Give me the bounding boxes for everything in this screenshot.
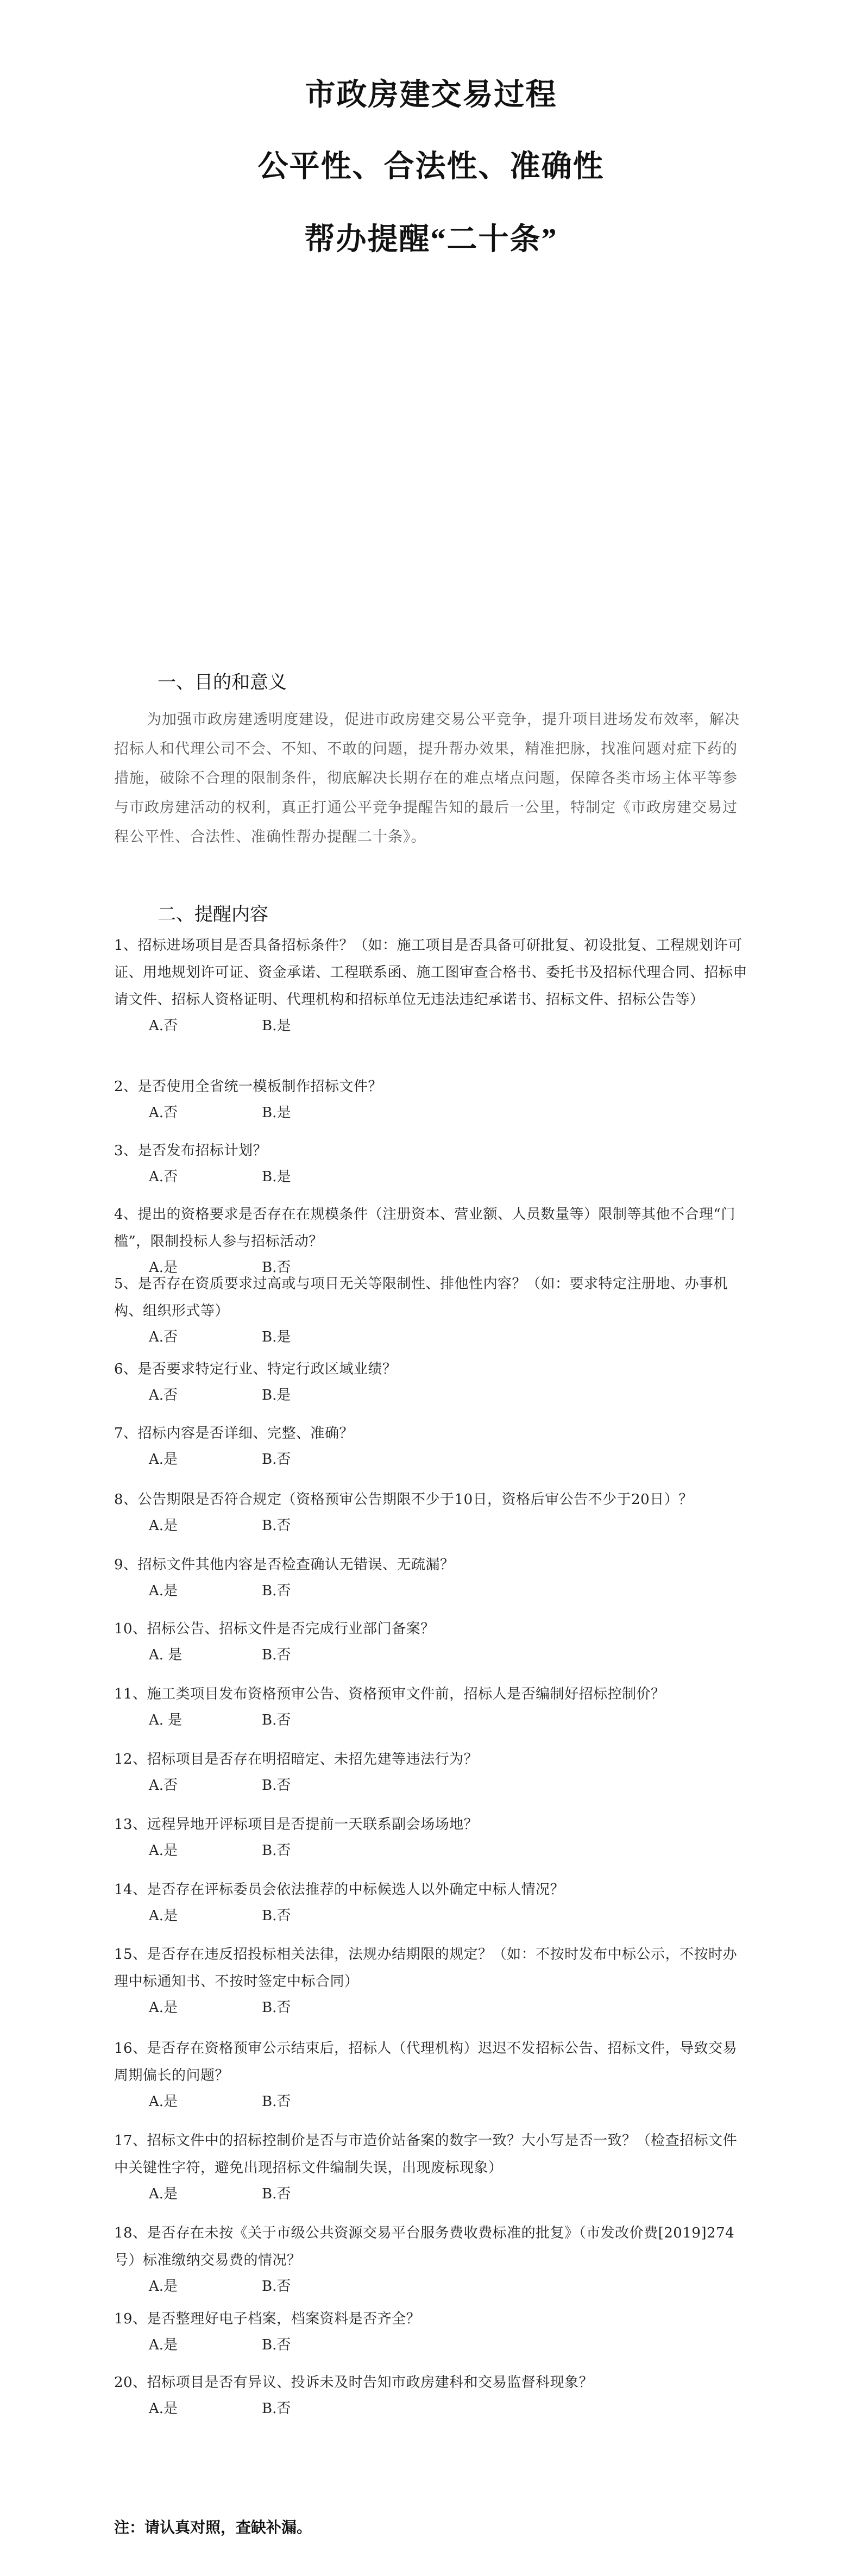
question-text: 4、提出的资格要求是否存在在规模条件（注册资本、营业额、人员数量等）限制等其他不合理“门槛”，限制投标人参与招标活动？ — [114, 1206, 735, 1250]
options — [114, 1643, 750, 1668]
options — [114, 1903, 750, 1928]
option-b[interactable]: B.是 — [262, 1329, 291, 1345]
question-text: 14、是否存在评标委员会依法推荐的中标候选人以外确定中标人情况？ — [114, 1882, 565, 1898]
question-text: 16、是否存在资格预审公示结束后，招标人（代理机构）迟迟不发招标公告、招标文件，导致交易周期偏长的问题？ — [114, 2040, 738, 2084]
options — [114, 1513, 750, 1538]
options — [114, 2089, 750, 2114]
options — [114, 1100, 750, 1125]
options — [114, 1447, 750, 1472]
title-line-3: 帮办提醒“二十条” — [304, 223, 558, 256]
question-item — [114, 1941, 750, 2020]
option-b[interactable]: B.否 — [262, 2337, 291, 2353]
option-a[interactable]: A.是 — [149, 2186, 178, 2202]
option-b[interactable]: B.否 — [262, 1451, 291, 1468]
option-a[interactable]: A. 是 — [149, 1647, 183, 1663]
question-item — [114, 2127, 750, 2207]
option-a[interactable]: A.是 — [149, 2278, 178, 2295]
option-a[interactable]: A.否 — [149, 1329, 178, 1345]
title-line-2: 公平性、合法性、准确性 — [257, 150, 605, 184]
question-item — [114, 1201, 750, 1280]
option-a[interactable]: A.是 — [149, 1451, 178, 1468]
question-item — [114, 2305, 750, 2358]
option-b[interactable]: B.是 — [262, 1169, 291, 1185]
option-b[interactable]: B.否 — [262, 1842, 291, 1859]
option-a[interactable]: A.是 — [149, 2000, 178, 2016]
option-b[interactable]: B.否 — [262, 1908, 291, 1924]
closing-note: 注：请认真对照，查缺补漏。 — [114, 2518, 312, 2536]
question-item — [114, 2369, 750, 2421]
question-text: 13、远程异地开评标项目是否提前一天联系副会场场地？ — [114, 1816, 479, 1833]
option-a[interactable]: A.否 — [149, 1018, 178, 1034]
section-1-text: 为加强市政房建透明度建设，促进市政房建交易公平竞争，提升项目进场发布效率，解决招标人和代理公司不会、不知、不敢的问题，提升帮办效果，精准把脉，找准问题对症下药的措施，破除不合理的限制条件，彻底解决长期存在的难点堵点问题，保障各类市场主体平等参与市政房建活动的权利，真正打通公平竞争提醒告知的最后一公里，特制定《市政房建交易过程公平性、合法性、准确性帮办提醒二十条》。 — [114, 711, 740, 845]
question-text: 8、公告期限是否符合规定（资格预审公告期限不少于10日，资格后审公告不少于20日）？ — [114, 1491, 693, 1508]
option-a[interactable]: A.否 — [149, 1387, 178, 1403]
options — [114, 1164, 750, 1189]
option-b[interactable]: B.否 — [262, 1518, 291, 1534]
question-text: 1、招标进场项目是否具备招标条件？（如：施工项目是否具备可研批复、初设批复、工程规划许可证、用地规划许可证、资金承诺、工程联系函、施工图审查合格书、委托书及招标代理合同、招标申请文件、招标人资格证明、代理机构和招标单位无违法违纪承诺书、招标文件、招标公告等） — [114, 937, 748, 1008]
option-a[interactable]: A.是 — [149, 2337, 178, 2353]
option-a[interactable]: A.是 — [149, 1842, 178, 1859]
option-b[interactable]: B.否 — [262, 1647, 291, 1663]
options — [114, 1838, 750, 1863]
question-text: 5、是否存在资质要求过高或与项目无关等限制性、排他性内容？（如：要求特定注册地、办事机构、组织形式等） — [114, 1276, 728, 1319]
option-b[interactable]: B.是 — [262, 1105, 291, 1121]
question-item — [114, 932, 750, 1038]
option-a[interactable]: A.否 — [149, 1169, 178, 1185]
question-text: 17、招标文件中的招标控制价是否与市造价站备案的数字一致？大小写是否一致？（检查招标文件中关键性字符，避免出现招标文件编制失误，出现废标现象） — [114, 2133, 738, 2176]
question-text: 2、是否使用全省统一模板制作招标文件？ — [114, 1079, 383, 1095]
question-text: 9、招标文件其他内容是否检查确认无错误、无疏漏？ — [114, 1557, 455, 1573]
question-text: 12、招标项目是否存在明招暗定、未招先建等违法行为？ — [114, 1751, 479, 1768]
question-item — [114, 2035, 750, 2114]
question-item — [114, 2220, 750, 2299]
question-text: 19、是否整理好电子档案，档案资料是否齐全？ — [114, 2311, 421, 2327]
option-b[interactable]: B.否 — [262, 2186, 291, 2202]
question-item — [114, 1420, 750, 1472]
option-a[interactable]: A.否 — [149, 1105, 178, 1121]
section-1-heading: 一、目的和意义 — [158, 672, 287, 693]
option-a[interactable]: A.是 — [149, 1908, 178, 1924]
question-item — [114, 1746, 750, 1798]
option-b[interactable]: B.否 — [262, 1583, 291, 1599]
options — [114, 1383, 750, 1408]
question-item — [114, 1811, 750, 1863]
question-text: 10、招标公告、招标文件是否完成行业部门备案？ — [114, 1621, 435, 1637]
option-b[interactable]: B.是 — [262, 1018, 291, 1034]
options — [114, 1325, 750, 1350]
option-b[interactable]: B.否 — [262, 2400, 291, 2417]
option-b[interactable]: B.否 — [262, 2094, 291, 2110]
option-b[interactable]: B.否 — [262, 1777, 291, 1794]
title-line-1: 市政房建交易过程 — [305, 78, 557, 112]
option-a[interactable]: A.否 — [149, 1777, 178, 1794]
options — [114, 1708, 750, 1733]
option-b[interactable]: B.是 — [262, 1387, 291, 1403]
option-a[interactable]: A.是 — [149, 1518, 178, 1534]
question-item — [114, 1876, 750, 1928]
question-text: 6、是否要求特定行业、特定行政区域业绩？ — [114, 1361, 397, 1377]
question-item — [114, 1615, 750, 1668]
question-text: 11、施工类项目发布资格预审公告、资格预审文件前，招标人是否编制好招标控制价？ — [114, 1686, 665, 1702]
option-a[interactable]: A.是 — [149, 1259, 178, 1276]
option-b[interactable]: B.否 — [262, 2000, 291, 2016]
question-text: 7、招标内容是否详细、完整、准确？ — [114, 1425, 354, 1441]
option-a[interactable]: A.是 — [149, 2400, 178, 2417]
question-item — [114, 1270, 750, 1350]
option-a[interactable]: A.是 — [149, 2094, 178, 2110]
options — [114, 2333, 750, 2358]
question-item — [114, 1551, 750, 1603]
options — [114, 2274, 750, 2299]
section-2-heading: 二、提醒内容 — [158, 904, 268, 925]
question-text: 3、是否发布招标计划？ — [114, 1143, 268, 1159]
question-text: 18、是否存在未按《关于市级公共资源交易平台服务费收费标准的批复》（市发改价费[2019]274号）标准缴纳交易费的情况？ — [114, 2225, 735, 2268]
question-item — [114, 1356, 750, 1408]
question-item — [114, 1073, 750, 1125]
options — [114, 2396, 750, 2421]
options — [114, 1995, 750, 2020]
options — [114, 1578, 750, 1603]
options — [114, 1013, 750, 1038]
question-item — [114, 1137, 750, 1189]
option-b[interactable]: B.否 — [262, 2278, 291, 2295]
option-a[interactable]: A.是 — [149, 1583, 178, 1599]
option-a[interactable]: A. 是 — [149, 1712, 183, 1728]
question-item — [114, 1681, 750, 1733]
option-b[interactable]: B.否 — [262, 1712, 291, 1728]
question-item — [114, 1486, 750, 1538]
question-text: 15、是否存在违反招投标相关法律，法规办结期限的规定？（如：不按时发布中标公示，不按时办理中标通知书、不按时签定中标合同） — [114, 1946, 738, 1990]
options — [114, 2182, 750, 2207]
options — [114, 1773, 750, 1798]
question-text: 20、招标项目是否有异议、投诉未及时告知市政房建科和交易监督科现象？ — [114, 2374, 594, 2391]
option-b[interactable]: B.否 — [262, 1259, 291, 1276]
